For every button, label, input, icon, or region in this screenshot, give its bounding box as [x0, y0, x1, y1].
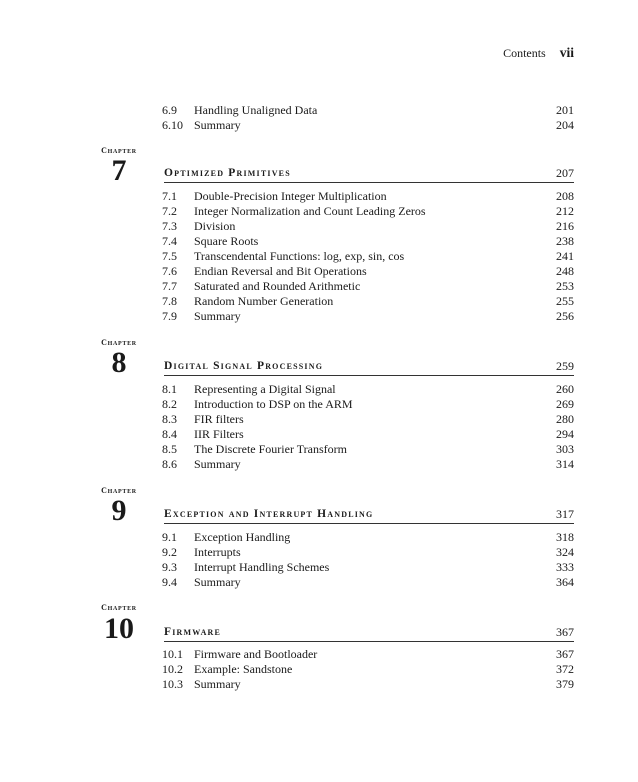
- toc-entry[interactable]: [162, 442, 574, 457]
- running-head-label: Contents: [503, 46, 546, 60]
- toc-entry[interactable]: [162, 530, 574, 545]
- section-number: 9.1: [162, 530, 177, 544]
- section-number: 6.9: [162, 103, 177, 117]
- section-number: 8.5: [162, 442, 177, 456]
- toc-entry[interactable]: [162, 397, 574, 412]
- section-page: 280: [556, 412, 574, 426]
- toc-entry[interactable]: [162, 204, 574, 219]
- section-page: 318: [556, 530, 574, 544]
- section-page: 253: [556, 279, 574, 293]
- toc-entry[interactable]: [162, 249, 574, 264]
- toc-entry[interactable]: [162, 294, 574, 309]
- chapter-label: Chapter: [101, 603, 137, 612]
- toc-entry[interactable]: [162, 234, 574, 249]
- section-title: Exception Handling: [194, 530, 291, 544]
- chapter-heading[interactable]: [164, 166, 574, 183]
- chapter-number: 10: [104, 612, 134, 645]
- section-number: 8.4: [162, 427, 177, 441]
- section-page: 367: [556, 647, 574, 661]
- chapter-number: 9: [111, 494, 127, 527]
- section-title: Transcendental Functions: log, exp, sin, cos: [194, 249, 405, 263]
- section-page: 256: [556, 309, 574, 323]
- section-page: 314: [556, 457, 574, 471]
- chapter-page: 317: [556, 507, 574, 521]
- toc-entry[interactable]: [162, 427, 574, 442]
- running-head: [503, 45, 574, 61]
- section-title: Handling Unaligned Data: [194, 103, 318, 117]
- chapter-heading[interactable]: [164, 359, 574, 376]
- running-head-page: vii: [559, 45, 574, 60]
- section-title: Firmware and Bootloader: [194, 647, 318, 661]
- chapter-heading[interactable]: [164, 507, 574, 524]
- section-number: 6.10: [162, 118, 183, 132]
- toc-entry[interactable]: [162, 264, 574, 279]
- section-page: 372: [556, 662, 574, 676]
- toc-entry[interactable]: [162, 103, 574, 118]
- section-title: Summary: [194, 118, 241, 132]
- chapter-number: 8: [111, 346, 127, 379]
- chapter-page: 259: [556, 359, 574, 373]
- section-number: 7.4: [162, 234, 177, 248]
- section-page: 212: [556, 204, 574, 218]
- section-number: 8.3: [162, 412, 177, 426]
- chapter-page: 367: [556, 625, 574, 639]
- chapter-label: Chapter: [101, 146, 137, 155]
- toc-entry[interactable]: [162, 575, 574, 590]
- section-title: Summary: [194, 677, 241, 691]
- chapter-title: Firmware: [164, 626, 222, 638]
- section-page: 333: [556, 560, 574, 574]
- toc-entry[interactable]: [162, 647, 574, 662]
- section-title: Introduction to DSP on the ARM: [194, 397, 353, 411]
- section-title: Summary: [194, 575, 241, 589]
- chapter-title: Optimized Primitives: [164, 167, 291, 179]
- section-title: Endian Reversal and Bit Operations: [194, 264, 367, 278]
- section-number: 9.3: [162, 560, 177, 574]
- section-page: 238: [556, 234, 574, 248]
- section-page: 208: [556, 189, 574, 203]
- chapter-title: Digital Signal Processing: [164, 360, 324, 372]
- section-number: 10.1: [162, 647, 183, 661]
- section-title: Interrupt Handling Schemes: [194, 560, 330, 574]
- section-number: 8.2: [162, 397, 177, 411]
- section-title: Summary: [194, 309, 241, 323]
- chapter-title: Exception and Interrupt Handling: [164, 508, 374, 520]
- section-page: 294: [556, 427, 574, 441]
- section-page: 379: [556, 677, 574, 691]
- section-page: 364: [556, 575, 574, 589]
- section-page: 255: [556, 294, 574, 308]
- chapter-label: Chapter: [101, 486, 137, 495]
- section-page: 248: [556, 264, 574, 278]
- toc-entry[interactable]: [162, 545, 574, 560]
- section-number: 7.7: [162, 279, 177, 293]
- section-page: 303: [556, 442, 574, 456]
- section-title: IIR Filters: [194, 427, 244, 441]
- section-page: 201: [556, 103, 574, 117]
- chapter-heading[interactable]: [164, 625, 574, 642]
- toc-entry[interactable]: [162, 662, 574, 677]
- section-number: 7.3: [162, 219, 177, 233]
- toc-entry[interactable]: [162, 457, 574, 472]
- section-number: 7.8: [162, 294, 177, 308]
- section-title: The Discrete Fourier Transform: [194, 442, 347, 456]
- chapter-page: 207: [556, 166, 574, 180]
- toc-entry[interactable]: [162, 118, 574, 133]
- section-title: Square Roots: [194, 234, 259, 248]
- toc-entry[interactable]: [162, 189, 574, 204]
- section-number: 10.3: [162, 677, 183, 691]
- section-title: Summary: [194, 457, 241, 471]
- chapter-label: Chapter: [101, 338, 137, 347]
- section-number: 10.2: [162, 662, 183, 676]
- section-number: 8.1: [162, 382, 177, 396]
- toc-entry[interactable]: [162, 279, 574, 294]
- section-number: 7.5: [162, 249, 177, 263]
- section-page: 260: [556, 382, 574, 396]
- toc-entry[interactable]: [162, 412, 574, 427]
- section-title: Interrupts: [194, 545, 241, 559]
- section-title: Saturated and Rounded Arithmetic: [194, 279, 361, 293]
- toc-entry[interactable]: [162, 309, 574, 324]
- section-page: 269: [556, 397, 574, 411]
- section-number: 9.2: [162, 545, 177, 559]
- toc-entry[interactable]: [162, 560, 574, 575]
- section-page: 204: [556, 118, 574, 132]
- section-page: 324: [556, 545, 574, 559]
- section-title: Random Number Generation: [194, 294, 334, 308]
- section-number: 9.4: [162, 575, 177, 589]
- section-title: Double-Precision Integer Multiplication: [194, 189, 387, 203]
- section-number: 8.6: [162, 457, 177, 471]
- section-title: Example: Sandstone: [194, 662, 293, 676]
- section-number: 7.9: [162, 309, 177, 323]
- section-page: 216: [556, 219, 574, 233]
- chapter-number: 7: [111, 154, 127, 187]
- section-number: 7.1: [162, 189, 177, 203]
- toc-entry[interactable]: [162, 219, 574, 234]
- section-number: 7.2: [162, 204, 177, 218]
- toc-entry[interactable]: [162, 382, 574, 397]
- section-page: 241: [556, 249, 574, 263]
- toc-entry[interactable]: [162, 677, 574, 692]
- section-title: Division: [194, 219, 236, 233]
- section-title: FIR filters: [194, 412, 244, 426]
- section-number: 7.6: [162, 264, 177, 278]
- section-title: Representing a Digital Signal: [194, 382, 336, 396]
- section-title: Integer Normalization and Count Leading Zeros: [194, 204, 426, 218]
